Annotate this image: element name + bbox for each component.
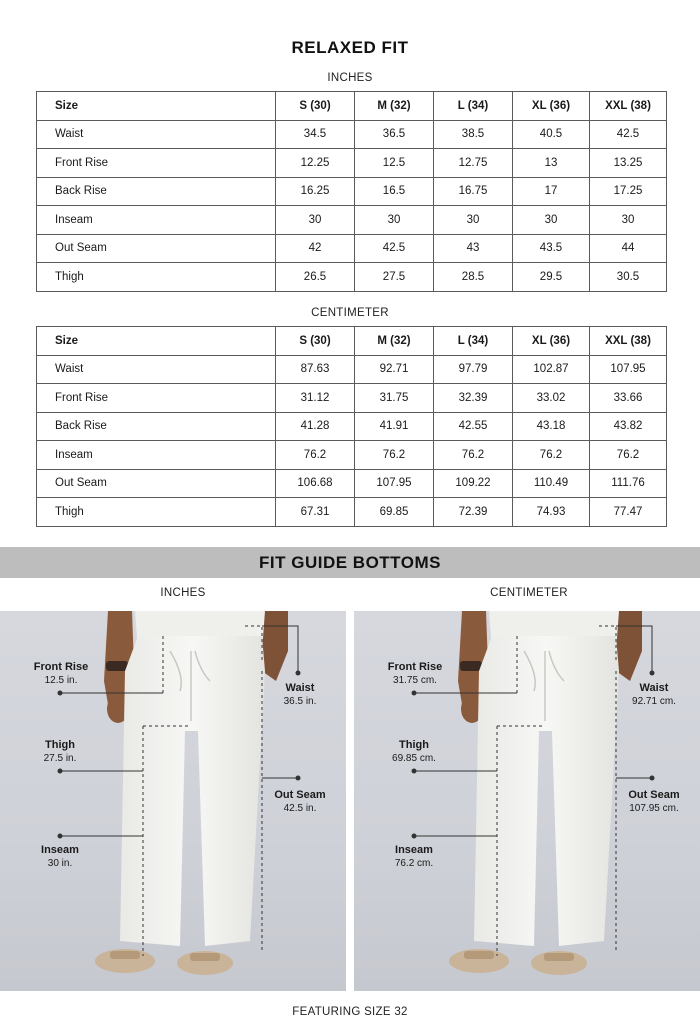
table-row xyxy=(37,441,667,470)
measurement-value: 30 xyxy=(276,206,355,235)
table-header-cell: M (32) xyxy=(355,92,434,121)
measurement-value: 28.5 xyxy=(434,263,513,292)
measurement-value: 38.5 xyxy=(434,120,513,149)
measurement-value: 17.25 xyxy=(590,177,667,206)
measurement-value: 87.63 xyxy=(276,355,355,384)
callout-inseam-inches: Inseam 30 in. xyxy=(41,844,79,869)
measurement-name: Waist xyxy=(37,120,276,149)
measurement-value: 13 xyxy=(513,149,590,178)
footer-note: FEATURING SIZE 32 xyxy=(292,1006,408,1018)
measurement-value: 42.5 xyxy=(355,234,434,263)
measurement-value: 30 xyxy=(434,206,513,235)
table-row xyxy=(37,412,667,441)
measurement-value: 32.39 xyxy=(434,384,513,413)
table-header-cell: XL (36) xyxy=(513,327,590,356)
measurement-value: 111.76 xyxy=(590,469,667,498)
measurement-value: 42.5 xyxy=(590,120,667,149)
guide-inches-label: INCHES xyxy=(160,587,206,599)
table-row xyxy=(37,263,667,292)
table-row xyxy=(37,498,667,527)
measurement-name: Out Seam xyxy=(37,469,276,498)
table-header-cell: Size xyxy=(37,92,276,121)
table-header-cell: M (32) xyxy=(355,327,434,356)
table-header-cell: XL (36) xyxy=(513,92,590,121)
measurement-value: 74.93 xyxy=(513,498,590,527)
table-header-cell: XXL (38) xyxy=(590,327,667,356)
measurement-value: 97.79 xyxy=(434,355,513,384)
table-row xyxy=(37,177,667,206)
measurement-value: 72.39 xyxy=(434,498,513,527)
measurement-name: Inseam xyxy=(37,206,276,235)
measurement-name: Thigh xyxy=(37,498,276,527)
measurement-value: 44 xyxy=(590,234,667,263)
measurement-name: Waist xyxy=(37,355,276,384)
measurement-value: 16.5 xyxy=(355,177,434,206)
measurement-value: 67.31 xyxy=(276,498,355,527)
measurement-value: 110.49 xyxy=(513,469,590,498)
measurement-value: 42.55 xyxy=(434,412,513,441)
table-header-cell: XXL (38) xyxy=(590,92,667,121)
measurement-name: Front Rise xyxy=(37,149,276,178)
measurement-value: 34.5 xyxy=(276,120,355,149)
inches-table-body xyxy=(37,92,667,292)
table-header-row xyxy=(37,327,667,356)
measurement-value: 36.5 xyxy=(355,120,434,149)
measurement-value: 76.2 xyxy=(513,441,590,470)
measurement-value: 33.02 xyxy=(513,384,590,413)
measurement-name: Inseam xyxy=(37,441,276,470)
measurement-value: 42 xyxy=(276,234,355,263)
fit-photo-inches xyxy=(0,611,346,991)
fit-photo-centimeter xyxy=(354,611,700,991)
callout-thigh-centimeter: Thigh 69.85 cm. xyxy=(392,739,436,764)
measurement-value: 102.87 xyxy=(513,355,590,384)
measurement-value: 30 xyxy=(590,206,667,235)
measurement-value: 76.2 xyxy=(590,441,667,470)
measurement-value: 109.22 xyxy=(434,469,513,498)
callout-inseam-centimeter: Inseam 76.2 cm. xyxy=(394,844,434,869)
measurement-value: 30 xyxy=(355,206,434,235)
measurement-value: 43.18 xyxy=(513,412,590,441)
table-header-cell: Size xyxy=(37,327,276,356)
callout-thigh-inches: Thigh 27.5 in. xyxy=(43,739,77,764)
callout-waist-centimeter: Waist 92.71 cm. xyxy=(632,682,676,707)
measurement-value: 29.5 xyxy=(513,263,590,292)
centimeter-table-label: CENTIMETER xyxy=(311,307,389,319)
inches-size-table xyxy=(36,91,667,292)
table-row xyxy=(37,469,667,498)
measurement-value: 77.47 xyxy=(590,498,667,527)
table-row xyxy=(37,149,667,178)
measurement-value: 106.68 xyxy=(276,469,355,498)
measurement-value: 12.75 xyxy=(434,149,513,178)
table-row xyxy=(37,206,667,235)
measurement-value: 13.25 xyxy=(590,149,667,178)
measurement-name: Thigh xyxy=(37,263,276,292)
callout-waist-inches: Waist 36.5 in. xyxy=(283,682,317,707)
table-header-cell: L (34) xyxy=(434,327,513,356)
measurement-value: 43.82 xyxy=(590,412,667,441)
measurement-value: 31.12 xyxy=(276,384,355,413)
measurement-name: Front Rise xyxy=(37,384,276,413)
measurement-name: Back Rise xyxy=(37,412,276,441)
measurement-value: 92.71 xyxy=(355,355,434,384)
measurement-value: 12.25 xyxy=(276,149,355,178)
measurement-value: 26.5 xyxy=(276,263,355,292)
page-title: RELAXED FIT xyxy=(291,38,409,57)
table-row xyxy=(37,120,667,149)
table-header-cell: L (34) xyxy=(434,92,513,121)
table-row xyxy=(37,355,667,384)
measurement-value: 76.2 xyxy=(355,441,434,470)
measurement-value: 41.91 xyxy=(355,412,434,441)
measurement-value: 69.85 xyxy=(355,498,434,527)
measurement-value: 17 xyxy=(513,177,590,206)
callout-out-seam-centimeter: Out Seam 107.95 cm. xyxy=(628,789,680,814)
table-header-cell: S (30) xyxy=(276,92,355,121)
callout-out-seam-inches: Out Seam 42.5 in. xyxy=(274,789,326,814)
centimeter-size-table xyxy=(36,326,667,527)
measurement-value: 107.95 xyxy=(590,355,667,384)
measurement-value: 107.95 xyxy=(355,469,434,498)
measurement-value: 76.2 xyxy=(434,441,513,470)
measurement-value: 40.5 xyxy=(513,120,590,149)
measurement-value: 16.25 xyxy=(276,177,355,206)
measurement-value: 30.5 xyxy=(590,263,667,292)
measurement-value: 43 xyxy=(434,234,513,263)
measurement-value: 43.5 xyxy=(513,234,590,263)
inches-table-label: INCHES xyxy=(327,72,373,84)
callout-front-rise-centimeter: Front Rise 31.75 cm. xyxy=(387,661,443,686)
table-row xyxy=(37,384,667,413)
measurement-value: 30 xyxy=(513,206,590,235)
guide-centimeter-label: CENTIMETER xyxy=(490,587,568,599)
measurement-value: 76.2 xyxy=(276,441,355,470)
measurement-name: Out Seam xyxy=(37,234,276,263)
measurement-value: 31.75 xyxy=(355,384,434,413)
centimeter-table-body xyxy=(37,327,667,527)
table-header-cell: S (30) xyxy=(276,327,355,356)
table-header-row xyxy=(37,92,667,121)
measurement-value: 16.75 xyxy=(434,177,513,206)
measurement-value: 33.66 xyxy=(590,384,667,413)
measurement-value: 41.28 xyxy=(276,412,355,441)
measurement-name: Back Rise xyxy=(37,177,276,206)
measurement-value: 12.5 xyxy=(355,149,434,178)
table-row xyxy=(37,234,667,263)
measurement-value: 27.5 xyxy=(355,263,434,292)
fit-guide-title: FIT GUIDE BOTTOMS xyxy=(0,547,700,578)
callout-front-rise-inches: Front Rise 12.5 in. xyxy=(33,661,89,686)
